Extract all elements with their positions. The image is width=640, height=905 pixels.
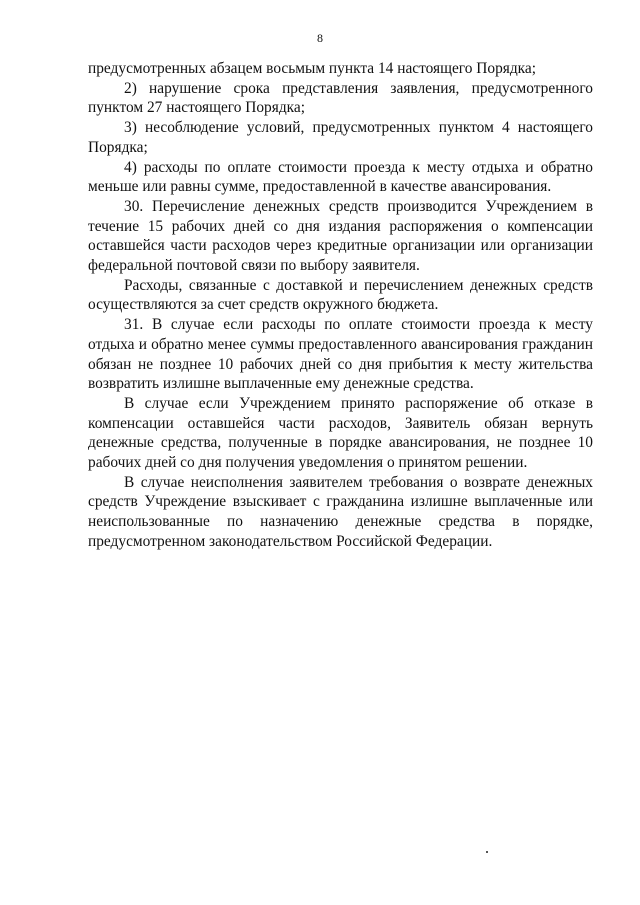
page-number: 8: [317, 31, 323, 45]
paragraph-non-compliance: В случае неисполнения заявителем требования о возврате денежных средств Учреждение взыскивает с гражданина излишне выплаченные или неиспользованные по назначению денежные средства в порядке, предусмотренном законодательством Российской Федерации.: [88, 473, 593, 550]
paragraph-refusal: В случае если Учреждением принято распоряжение об отказе в компенсации оставшейся части расходов, Заявитель обязан вернуть денежные средства, полученные в порядке авансирования, не позднее 10 рабочих дней со дня получения уведомления о принятом решении.: [88, 394, 593, 472]
clause-31: 31. В случае если расходы по оплате стоимости проезда к месту отдыха и обратно менее суммы предоставленного авансирования гражданин обязан не позднее 10 рабочих дней со дня прибытия к месту жительства возвратить излишне выплаченные ему денежные средства.: [88, 316, 593, 393]
paragraph-continuation: предусмотренных абзацем восьмым пункта 14 настоящего Порядка;: [88, 60, 537, 77]
paragraph-expenses: Расходы, связанные с доставкой и перечислением денежных средств осуществляются за счет средств окружного бюджета.: [88, 276, 593, 314]
document-body: [88, 59, 593, 552]
list-item-4: 4) расходы по оплате стоимости проезда к месту отдыха и обратно меньше или равны сумме, предоставленной в качестве авансирования.: [88, 158, 593, 196]
list-item-3: 3) несоблюдение условий, предусмотренных пунктом 4 настоящего Порядка;: [88, 119, 593, 156]
scan-speck: [486, 851, 488, 853]
list-item-2: 2) нарушение срока представления заявления, предусмотренного пунктом 27 настоящего Порядка;: [88, 79, 593, 117]
clause-30: 30. Перечисление денежных средств производится Учреждением в течение 15 рабочих дней со дня издания распоряжения о компенсации оставшейся части расходов через кредитные организации или организации федеральной почтовой связи по выбору заявителя.: [88, 197, 593, 275]
